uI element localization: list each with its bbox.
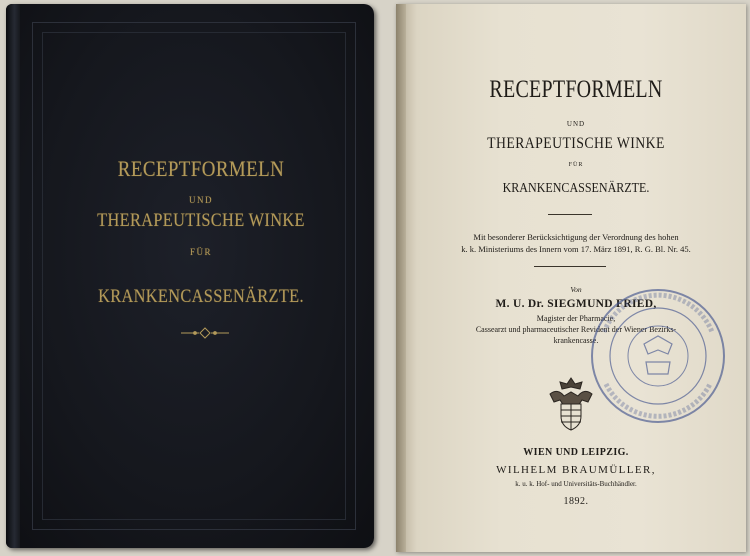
rule-short	[548, 214, 592, 215]
page-title: RECEPTFORMELN	[489, 76, 663, 103]
von-label: Von	[570, 285, 582, 294]
page-und: UND	[566, 120, 586, 128]
publisher-name: WILHELM BRAUMÜLLER,	[496, 464, 656, 476]
page-subtitle: THERAPEUTISCHE WINKE	[487, 135, 665, 152]
cover-title: RECEPTFORMELN	[117, 156, 285, 181]
cover-spine	[6, 4, 20, 548]
note-line-2: k. k. Ministeriums des Innern vom 17. März 1891, R. G. Bl. Nr. 45.	[461, 244, 691, 254]
cover-subtitle: THERAPEUTISCHE WINKE	[97, 210, 305, 231]
book-cover	[6, 4, 374, 548]
note-line-1: Mit besonderer Berücksichtigung der Verordnung des hohen	[473, 232, 679, 242]
page-audience: KRANKENCASSENÄRZTE.	[502, 181, 650, 196]
library-stamp-icon	[584, 282, 732, 430]
author-role-2: Cassearzt und pharmaceutischer Revident der Wiener Bezirks-	[475, 325, 677, 334]
publisher-city: WIEN UND LEIPZIG.	[523, 447, 629, 458]
page-fuer: FÜR	[568, 162, 584, 168]
title-page	[396, 4, 746, 552]
cover-und: UND	[189, 195, 213, 205]
page-gutter	[396, 4, 406, 552]
gilt-ornament-icon	[179, 327, 231, 339]
author-role-3: krankencasse.	[553, 336, 599, 345]
cover-frame-inner	[42, 32, 346, 520]
cover-fuer: FÜR	[189, 247, 212, 257]
publisher-note: k. u. k. Hof- und Universitäts-Buchhändler.	[515, 480, 637, 488]
publication-year: 1892.	[563, 496, 589, 507]
author-name: M. U. Dr. SIEGMUND FRIED,	[495, 298, 657, 310]
rule-long	[534, 266, 606, 267]
cover-audience: KRANKENCASSENÄRZTE.	[98, 286, 304, 307]
author-role-1: Magister der Pharmacie,	[536, 314, 616, 323]
